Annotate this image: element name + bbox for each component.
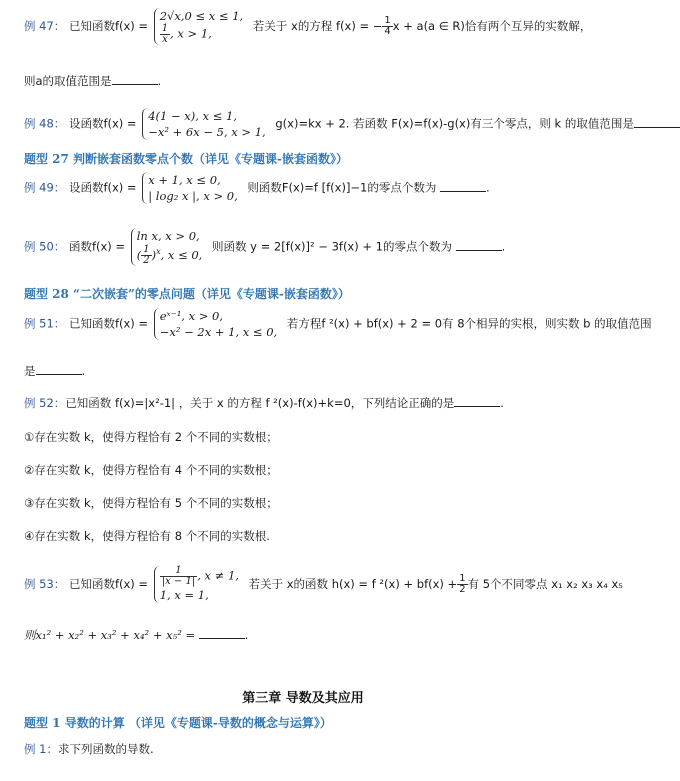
answer-blank	[199, 627, 245, 639]
example-text: 已知函数 f(x)=|x²-1| ，关于 x 的方程 f ²(x)-f(x)+k=0，下列结论正确的是	[65, 396, 455, 410]
example-48	[24, 108, 634, 140]
fraction: $\frac{1}{|x - 1|}$	[161, 565, 196, 587]
example-text: 则a的取值范围是	[24, 74, 112, 88]
example-text: 设函数f(x) =	[68, 116, 137, 131]
example-text-post: x + a(a ∈ R)恰有两个互异的实数解，	[392, 19, 592, 33]
case-2: ( $\frac{1}{2}$ )$^x$, x ≤ 0,	[136, 244, 203, 267]
example-text: 函数f(x) =	[68, 239, 126, 254]
case-1: ln x, x > 0,	[136, 229, 200, 243]
case-2: $\frac{1}{x}$ , x > 1,	[161, 23, 212, 45]
case-2: | log₂ x |, x > 0,	[148, 189, 238, 203]
fraction: $\frac{1}{2}$	[143, 244, 150, 267]
case-1: 2√x,0 ≤ x ≤ 1,	[159, 9, 244, 23]
example-label: 例 49：	[24, 180, 66, 195]
option-1: ①存在实数 k，使得方程恰有 2 个不同的实数根；	[24, 430, 278, 444]
case-1: x + 1, x ≤ 0,	[148, 173, 221, 187]
case-2: 1, x = 1,	[159, 588, 209, 602]
option-4: ④存在实数 k，使得方程恰有 8 个不同的实数根.	[24, 529, 270, 543]
chapter-title: 第三章 导数及其应用	[242, 691, 364, 706]
piecewise-brace	[142, 172, 242, 204]
fraction: $\frac{1}{4}$	[384, 15, 391, 37]
example-text: 已知函数f(x) =	[68, 19, 149, 33]
example-51	[24, 308, 652, 340]
case-2: −x² − 2x + 1, x ≤ 0,	[159, 325, 278, 339]
example-50: 例 50： 函数f(x) = ln x, x > 0, ( $\frac{1}{2}$ )$^x$, x ≤ 0, 则函数 y = 2[f(x)]² − 3f(x) + 1的零点个数为 .	[24, 229, 506, 267]
piecewise-brace	[154, 566, 243, 603]
answer-blank	[456, 239, 502, 251]
example-label: 例 1：	[24, 742, 58, 756]
example-label: 例 47：	[24, 19, 66, 33]
example-52: 例 52：已知函数 f(x)=|x²-1| ，关于 x 的方程 f ²(x)-f(x)+k=0，下列结论正确的是 .	[24, 396, 504, 410]
option-2: ②存在实数 k，使得方程恰有 4 个不同的实数根；	[24, 463, 278, 477]
example-text-post: g(x)=kx + 2. 若函数 F(x)=f(x)-g(x)有三个零点，则 k 的取值范围是	[275, 116, 634, 131]
example-label: 例 52：	[24, 396, 66, 410]
example-53	[24, 565, 623, 603]
example-text-post: 则函数 y = 2[f(x)]² − 3f(x) + 1的零点个数为	[212, 239, 452, 254]
fraction: $\frac{1}{x}$	[161, 23, 169, 45]
example-text-mid: 若关于 x的方程 f(x) = −	[252, 19, 383, 33]
answer-blank	[440, 180, 486, 192]
answer-blank	[36, 363, 82, 375]
case-1: $\frac{1}{|x - 1|}$ , x ≠ 1,	[161, 565, 239, 587]
answer-blank	[112, 73, 158, 85]
example-text: 设函数f(x) =	[68, 180, 137, 195]
piecewise-brace	[131, 228, 207, 266]
example-51-line2: 是 .	[24, 364, 86, 378]
example-text-post2: 有 5个不同零点 x₁ x₂ x₃ x₄ x₅	[467, 577, 623, 591]
piecewise-brace	[154, 8, 247, 45]
case-1: eˣ⁻¹, x > 0,	[159, 309, 224, 323]
example-47-line2: 则a的取值范围是 .	[24, 74, 162, 88]
example-label: 例 50：	[24, 239, 66, 254]
example-text-post: 则函数F(x)=f [f(x)]−1的零点个数为	[247, 180, 437, 195]
example-text-post: 若关于 x的函数 h(x) = f ²(x) + bf(x) +	[248, 577, 458, 591]
section-heading-1: 题型 1 导数的计算 （详见《专题课-导数的概念与运算》）	[24, 716, 332, 730]
example-text: 则x₁² + x₂² + x₃² + x₄² + x₅² =	[24, 628, 196, 642]
piecewise-brace	[154, 308, 281, 340]
example-49: 例 49： 设函数f(x) = x + 1, x ≤ 0, | log₂ x |, x > 0, 则函数F(x)=f [f(x)]−1的零点个数为 .	[24, 173, 490, 203]
section-heading-28: 题型 28 “二次嵌套”的零点问题（详见《专题课-嵌套函数》）	[24, 287, 350, 301]
option-3: ③存在实数 k，使得方程恰有 5 个不同的实数根；	[24, 496, 278, 510]
fraction: $\frac{1}{2}$	[459, 573, 466, 595]
example-text: 是	[24, 364, 36, 378]
example-text: 已知函数f(x) =	[68, 577, 149, 591]
example-label: 例 51：	[24, 316, 66, 331]
example-1	[24, 740, 592, 758]
example-47	[24, 8, 592, 45]
example-label: 例 48：	[24, 116, 66, 131]
example-text-post: 若方程f ²(x) + bf(x) + 2 = 0有 8个相异的实根，则实数 b 的取值范围	[286, 316, 652, 331]
example-text: 已知函数f(x) =	[68, 316, 149, 331]
example-label: 例 53：	[24, 577, 66, 591]
section-heading-27: 题型 27 判断嵌套函数零点个数（详见《专题课-嵌套函数》）	[24, 152, 349, 166]
answer-blank	[634, 116, 680, 128]
case-2: −x² + 6x − 5, x > 1,	[148, 125, 266, 139]
case-1: 4(1 − x), x ≤ 1,	[148, 109, 237, 123]
example-text: 求下列函数的导数.	[57, 742, 154, 756]
piecewise-brace	[142, 108, 269, 140]
answer-blank	[454, 395, 500, 407]
example-53-line2: 则x₁² + x₂² + x₃² + x₄² + x₅² = .	[24, 628, 249, 642]
